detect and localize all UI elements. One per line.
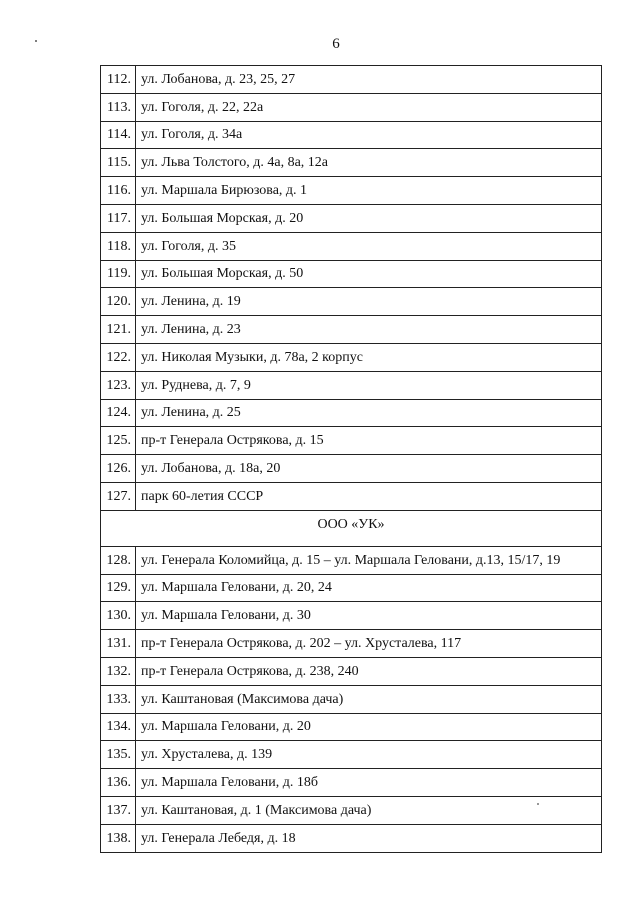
row-address: ул. Гоголя, д. 34а <box>136 121 602 149</box>
row-number: 135. <box>101 741 136 769</box>
table-row <box>101 177 602 205</box>
row-address: ул. Маршала Геловани, д. 30 <box>136 602 602 630</box>
row-address: ул. Маршала Геловани, д. 20 <box>136 713 602 741</box>
row-address: ул. Каштановая (Максимова дача) <box>136 685 602 713</box>
table-row <box>101 204 602 232</box>
row-number: 117. <box>101 204 136 232</box>
row-number: 119. <box>101 260 136 288</box>
row-address: пр-т Генерала Острякова, д. 202 – ул. Хрусталева, 117 <box>136 630 602 658</box>
row-number: 114. <box>101 121 136 149</box>
row-address: ул. Хрусталева, д. 139 <box>136 741 602 769</box>
row-address: ул. Николая Музыки, д. 78а, 2 корпус <box>136 343 602 371</box>
table-row <box>101 824 602 852</box>
row-address: ул. Маршала Геловани, д. 20, 24 <box>136 574 602 602</box>
row-address: ул. Генерала Лебедя, д. 18 <box>136 824 602 852</box>
row-address: ул. Ленина, д. 25 <box>136 399 602 427</box>
table-row <box>101 316 602 344</box>
row-address: ул. Маршала Бирюзова, д. 1 <box>136 177 602 205</box>
table-row <box>101 796 602 824</box>
row-number: 116. <box>101 177 136 205</box>
row-number: 121. <box>101 316 136 344</box>
address-table-part1 <box>101 66 602 511</box>
section-header-row <box>101 510 602 546</box>
row-number: 123. <box>101 371 136 399</box>
table-row <box>101 288 602 316</box>
address-table <box>100 65 602 853</box>
row-address: ул. Каштановая, д. 1 (Максимова дача) <box>136 796 602 824</box>
row-number: 126. <box>101 455 136 483</box>
row-number: 118. <box>101 232 136 260</box>
table-row <box>101 149 602 177</box>
row-number: 128. <box>101 546 136 574</box>
row-number: 125. <box>101 427 136 455</box>
row-address: ул. Большая Морская, д. 50 <box>136 260 602 288</box>
table-row <box>101 482 602 510</box>
row-address: ул. Лобанова, д. 23, 25, 27 <box>136 66 602 94</box>
table-row <box>101 741 602 769</box>
table-row <box>101 769 602 797</box>
row-number: 138. <box>101 824 136 852</box>
section-header: ООО «УК» <box>101 510 602 546</box>
row-address: ул. Гоголя, д. 35 <box>136 232 602 260</box>
table-row <box>101 371 602 399</box>
row-number: 131. <box>101 630 136 658</box>
row-number: 130. <box>101 602 136 630</box>
table-row <box>101 546 602 574</box>
table-row <box>101 66 602 94</box>
row-address: пр-т Генерала Острякова, д. 15 <box>136 427 602 455</box>
row-number: 132. <box>101 657 136 685</box>
table-row <box>101 713 602 741</box>
row-number: 113. <box>101 93 136 121</box>
row-number: 133. <box>101 685 136 713</box>
table-row <box>101 630 602 658</box>
section-header-group <box>101 510 602 546</box>
row-address: парк 60-летия СССР <box>136 482 602 510</box>
row-address: ул. Большая Морская, д. 20 <box>136 204 602 232</box>
row-address: ул. Ленина, д. 23 <box>136 316 602 344</box>
table-row <box>101 574 602 602</box>
row-address: ул. Маршала Геловани, д. 18б <box>136 769 602 797</box>
row-number: 137. <box>101 796 136 824</box>
row-address: ул. Лобанова, д. 18а, 20 <box>136 455 602 483</box>
table-row <box>101 685 602 713</box>
table-row <box>101 657 602 685</box>
table-row <box>101 602 602 630</box>
table-row <box>101 260 602 288</box>
row-address: ул. Ленина, д. 19 <box>136 288 602 316</box>
row-number: 124. <box>101 399 136 427</box>
page-number: 6 <box>332 36 340 52</box>
row-number: 136. <box>101 769 136 797</box>
table-row <box>101 399 602 427</box>
row-address: ул. Гоголя, д. 22, 22а <box>136 93 602 121</box>
table-row <box>101 455 602 483</box>
row-number: 112. <box>101 66 136 94</box>
row-number: 134. <box>101 713 136 741</box>
table-row <box>101 93 602 121</box>
row-number: 129. <box>101 574 136 602</box>
row-address: ул. Генерала Коломийца, д. 15 – ул. Маршала Геловани, д.13, 15/17, 19 <box>136 546 602 574</box>
row-number: 127. <box>101 482 136 510</box>
table-row <box>101 343 602 371</box>
row-address: ул. Руднева, д. 7, 9 <box>136 371 602 399</box>
row-address: пр-т Генерала Острякова, д. 238, 240 <box>136 657 602 685</box>
row-number: 122. <box>101 343 136 371</box>
table-row <box>101 232 602 260</box>
row-number: 120. <box>101 288 136 316</box>
row-address: ул. Льва Толстого, д. 4а, 8а, 12а <box>136 149 602 177</box>
row-number: 115. <box>101 149 136 177</box>
table-row <box>101 427 602 455</box>
table-row <box>101 121 602 149</box>
address-table-part2 <box>101 546 602 852</box>
